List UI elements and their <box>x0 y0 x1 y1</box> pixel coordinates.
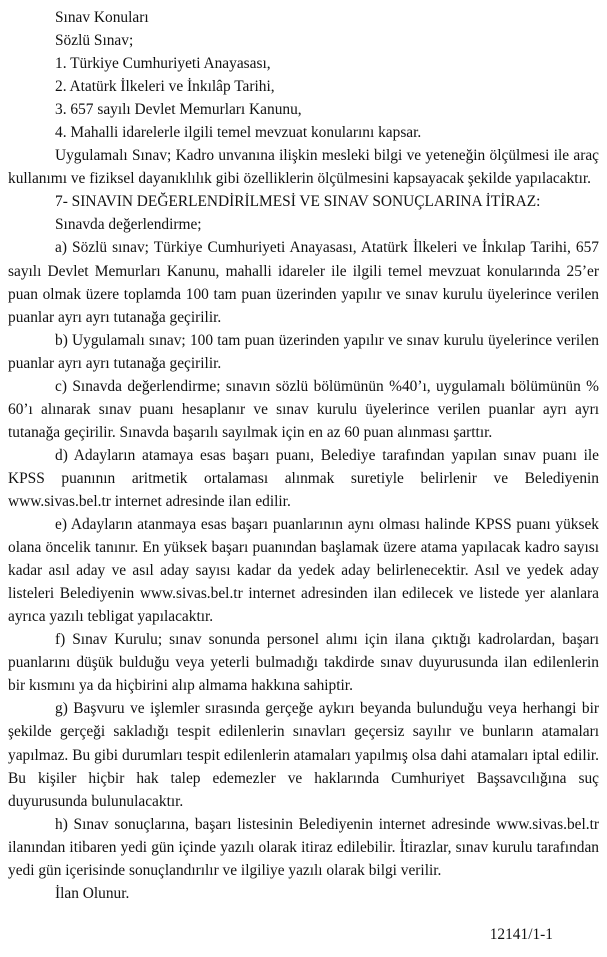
heading-sinav-konulari: Sınav Konuları <box>55 9 149 26</box>
list-item-3: 3. 657 sayılı Devlet Memurları Kanunu, <box>55 101 302 119</box>
paragraph-item-e: e) Adayların atanmaya esas başarı puanlarının aynı olması halinde KPSS puanı yüksek olana öncelik tanınır. En yüksek başarı puanından başlamak üzere atama yapılacak kadro sayısı kadar asıl aday ve asıl aday sayısı kadar da yedek aday belirlenecektir. Asıl ve yedek aday listeleri Belediyenin www.sivas.bel.tr internet adresinden ilan edilecek ve listede yer alanlara ayrıca yazılı tebligat yapılacaktır. <box>8 516 599 626</box>
paragraph-sinavda-degerlendirme: Sınavda değerlendirme; <box>55 216 202 234</box>
closing-ilan-olunur: İlan Olunur. <box>55 884 130 902</box>
heading-sozlu-sinav: Sözlü Sınav; <box>55 32 134 50</box>
list-item-4: 4. Mahalli idarelerle ilgili temel mevzuat konularını kapsar. <box>55 124 422 142</box>
paragraph-item-f: f) Sınav Kurulu; sınav sonunda personel alımı için ilana çıktığı kadrolardan, başarı puanlarını düşük bulduğu veya yeterli bulmadığı takdirde sınav duyurusunda ilan edilenlerin bir kısmını ya da hiçbirini alıp almama hakkına sahiptir. <box>8 631 599 695</box>
paragraph-item-c: c) Sınavda değerlendirme; sınavın sözlü bölümünün %40’ı, uygulamalı bölümünün % 60’ı alınarak sınav puanı hesaplanır ve sınav kurulu üyelerince verilen puanlar ayrı ayrı tutanağa geçirilir. Sınavda başarılı sayılmak için en az 60 puan alınması şarttır. <box>8 377 599 441</box>
paragraph-uygulamali-sinav: Uygulamalı Sınav; Kadro unvanına ilişkin mesleki bilgi ve yeteneğin ölçülmesi ile araç kullanımı ve fiziksel dayanıklılık gibi özelliklerin ölçülmesini kapsayacak şekilde yapılacaktır. <box>8 147 599 188</box>
document-body <box>8 6 599 905</box>
paragraph-item-g: g) Başvuru ve işlemler sırasında gerçeğe aykırı beyanda bulunduğu veya herhangi bir şekilde gerçeği sakladığı tespit edilenlerin sınavları geçersiz sayılır ve bunların atamaları yapılmaz. Bu gibi durumları tespit edilenlerin atamaları yapılmış olsa dahi atamaları iptal edilir. Bu kişiler hiçbir hak talep edemezler ve haklarında Cumhuriyet Başsavcılığına suç duyurusunda bulunulacaktır. <box>8 700 599 810</box>
list-item-1: 1. Türkiye Cumhuriyeti Anayasası, <box>55 55 271 73</box>
section-heading: 7- SINAVIN DEĞERLENDİRİLMESİ VE SINAV SONUÇLARINA İTİRAZ: <box>55 193 541 211</box>
paragraph-item-a: a) Sözlü sınav; Türkiye Cumhuriyeti Anayasası, Atatürk İlkeleri ve İnkılap Tarihi, 657 sayılı Devlet Memurları Kanunu, mahalli idareler ile ilgili temel mevzuat konularında 25’er puan olmak üzere toplamda 100 tam puan üzerinden yapılır ve sınav kurulu üyelerince verilen puanlar ayrı ayrı tutanağa geçirilir. <box>8 239 599 326</box>
paragraph-item-d: d) Adayların atamaya esas başarı puanı, Belediye tarafından yapılan sınav puanı ile KPSS puanının aritmetik ortalaması alınmak suretiyle belirlenir ve Belediyenin www.sivas.bel.tr internet adresinde ilan edilir. <box>8 446 599 510</box>
paragraph-item-b: b) Uygulamalı sınav; 100 tam puan üzerinden yapılır ve sınav kurulu üyelerince verilen puanlar ayrı ayrı tutanağa geçirilir. <box>8 331 599 372</box>
paragraph-item-h: h) Sınav sonuçlarına, başarı listesinin Belediyenin internet adresinde www.sivas.bel.tr ilanından itibaren yedi gün içinde yazılı olarak itiraz edilebilir. İtirazlar, sınav kurulu tarafından yedi gün içerisinde sonuçlandırılır ve ilgiliye yazılı olarak bilgi verilir. <box>8 815 599 879</box>
list-item-2: 2. Atatürk İlkeleri ve İnkılâp Tarihi, <box>55 78 275 96</box>
reference-number: 12141/1-1 <box>489 926 553 943</box>
